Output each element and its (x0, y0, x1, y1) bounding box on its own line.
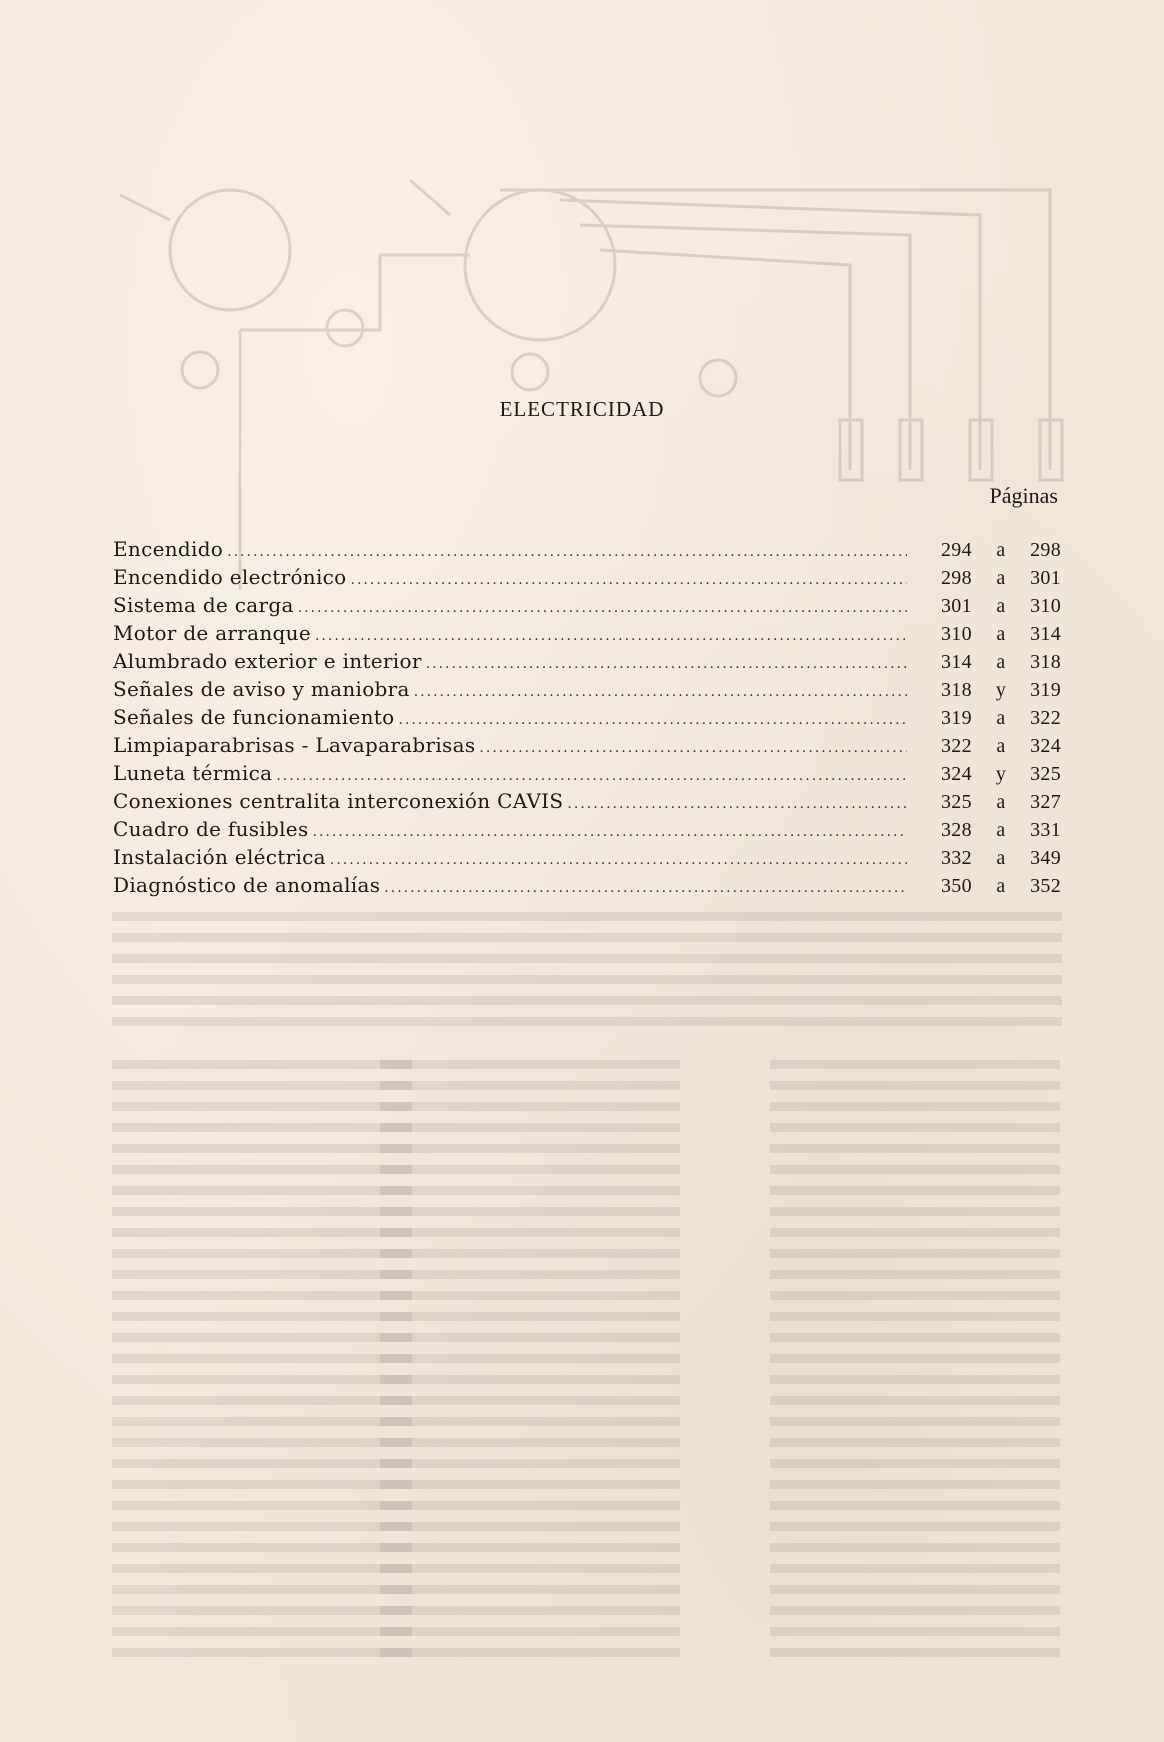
toc-leader-dots (313, 824, 907, 840)
toc-page-range (941, 735, 1061, 758)
page-separator: a (996, 595, 1006, 617)
page-separator: a (996, 539, 1006, 561)
page-to: 352 (1030, 875, 1061, 897)
toc-page-range (941, 791, 1061, 814)
bleed-through-text (112, 1060, 412, 1660)
toc-leader-dots (227, 544, 907, 560)
toc-entry-label: Instalación eléctrica (113, 845, 326, 869)
page-to: 319 (1030, 679, 1061, 701)
toc-entry-label: Encendido (113, 537, 224, 561)
page-from: 325 (941, 791, 972, 813)
page-to: 322 (1030, 707, 1061, 729)
page-from: 318 (941, 679, 972, 701)
toc-leader-dots (398, 712, 907, 728)
toc-entry[interactable] (113, 705, 1061, 733)
toc-entry[interactable] (113, 873, 1061, 901)
toc-entry[interactable] (113, 565, 1061, 593)
page-separator: y (995, 679, 1007, 701)
toc-entry-label: Limpiaparabrisas - Lavaparabrisas (113, 733, 476, 757)
toc-leader-dots (315, 628, 907, 644)
bleed-through-text (112, 912, 1062, 1032)
page-to: 327 (1030, 791, 1061, 813)
toc-leader-dots (330, 852, 907, 868)
toc-page-range (941, 623, 1061, 646)
toc-entry-label: Diagnóstico de anomalías (113, 873, 381, 897)
page-to: 331 (1030, 819, 1061, 841)
page-from: 319 (941, 707, 972, 729)
page-from: 301 (941, 595, 972, 617)
page-from: 298 (941, 567, 972, 589)
toc-page-range (941, 847, 1061, 870)
toc-leader-dots (276, 768, 907, 784)
toc-leader-dots (426, 656, 907, 672)
page-from: 324 (941, 763, 972, 785)
toc-entry-label: Sistema de carga (113, 593, 294, 617)
page-from: 332 (941, 847, 972, 869)
page-separator: a (996, 567, 1006, 589)
toc-entry[interactable] (113, 761, 1061, 789)
toc-page-range (941, 819, 1061, 842)
toc-page-range (941, 763, 1061, 786)
page-from: 294 (941, 539, 972, 561)
toc-page-range (941, 651, 1061, 674)
toc-leader-dots (351, 572, 907, 588)
bleed-through-text (770, 1060, 1060, 1660)
page-separator: a (996, 651, 1006, 673)
toc-page-range (941, 875, 1061, 898)
page-to: 314 (1030, 623, 1061, 645)
toc-entry[interactable] (113, 789, 1061, 817)
toc-entry-label: Cuadro de fusibles (113, 817, 309, 841)
table-of-contents (113, 537, 1061, 901)
toc-entry[interactable] (113, 677, 1061, 705)
toc-page-range (941, 595, 1061, 618)
page-to: 318 (1030, 651, 1061, 673)
toc-entry-label: Luneta térmica (113, 761, 273, 785)
page-separator: a (996, 819, 1006, 841)
page-separator: a (996, 791, 1006, 813)
toc-leader-dots (414, 684, 907, 700)
page-from: 350 (941, 875, 972, 897)
toc-leader-dots (298, 600, 907, 616)
toc-page-range (941, 567, 1061, 590)
page-from: 322 (941, 735, 972, 757)
page-to: 301 (1030, 567, 1061, 589)
page-to: 298 (1030, 539, 1061, 561)
toc-entry[interactable] (113, 649, 1061, 677)
toc-leader-dots (567, 796, 907, 812)
page-separator: y (995, 763, 1007, 785)
bleed-through-text (380, 1060, 680, 1660)
toc-entry-label: Alumbrado exterior e interior (113, 649, 422, 673)
toc-entry-label: Conexiones centralita interconexión CAVIS (113, 789, 564, 813)
toc-entry[interactable] (113, 845, 1061, 873)
toc-entry[interactable] (113, 621, 1061, 649)
toc-entry[interactable] (113, 733, 1061, 761)
page-from: 314 (941, 651, 972, 673)
toc-entry-label: Señales de aviso y maniobra (113, 677, 410, 701)
section-title: ELECTRICIDAD (499, 397, 665, 421)
toc-entry-label: Motor de arranque (113, 621, 311, 645)
page-separator: a (996, 847, 1006, 869)
toc-page-range (941, 707, 1061, 730)
toc-page-range (941, 539, 1061, 562)
pages-column-header: Páginas (989, 483, 1058, 508)
page-separator: a (996, 623, 1006, 645)
page-to: 349 (1030, 847, 1061, 869)
page-from: 328 (941, 819, 972, 841)
page-to: 325 (1030, 763, 1061, 785)
page-separator: a (996, 707, 1006, 729)
page-separator: a (996, 875, 1006, 897)
toc-entry[interactable] (113, 593, 1061, 621)
toc-page-range (941, 679, 1061, 702)
toc-entry-label: Señales de funcionamiento (113, 705, 395, 729)
toc-leader-dots (479, 740, 907, 756)
page-to: 324 (1030, 735, 1061, 757)
toc-leader-dots (384, 880, 907, 896)
toc-entry[interactable] (113, 817, 1061, 845)
toc-entry-label: Encendido electrónico (113, 565, 347, 589)
page-separator: a (996, 735, 1006, 757)
page-from: 310 (941, 623, 972, 645)
toc-entry[interactable] (113, 537, 1061, 565)
page-to: 310 (1030, 595, 1061, 617)
